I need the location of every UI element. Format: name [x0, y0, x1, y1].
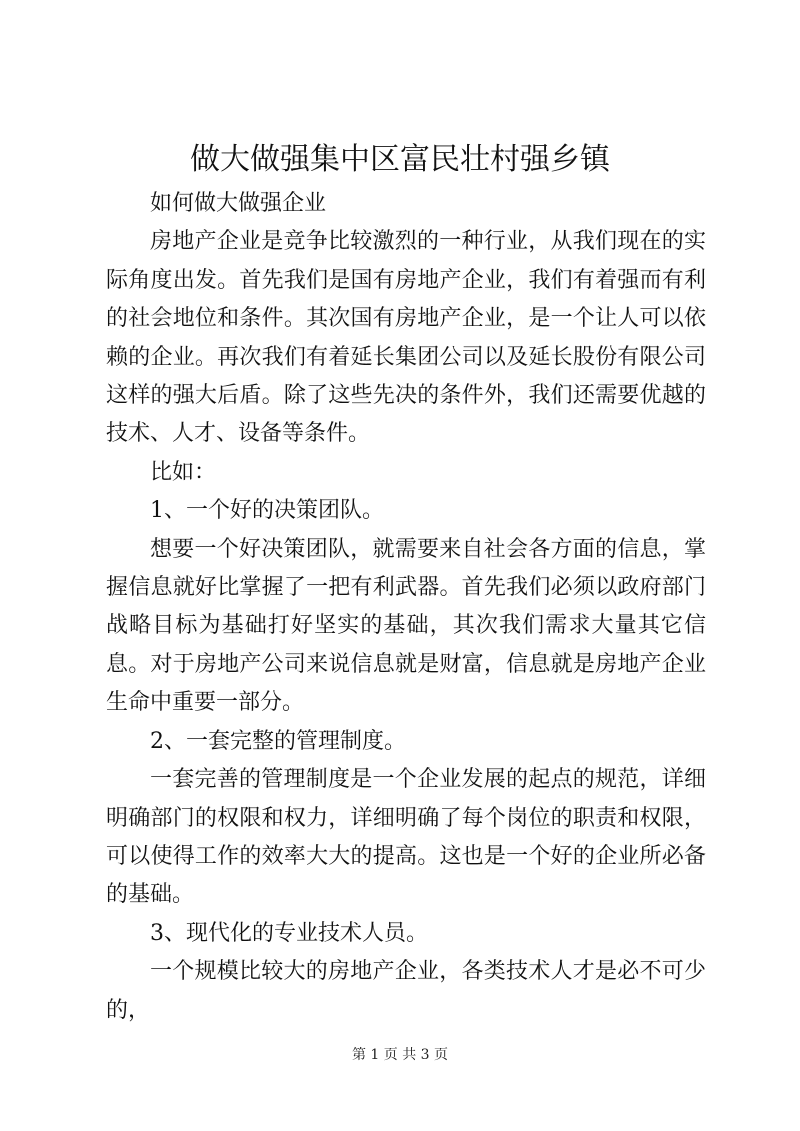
paragraph-technical-staff: 一个规模比较大的房地产企业，各类技术人才是必不可少的， [106, 959, 706, 1023]
paragraph-example-lead: 比如： [150, 459, 217, 485]
page-footer [0, 1045, 800, 1065]
document-body [106, 185, 706, 1030]
paragraph-heading-3: 3、现代化的专业技术人员。 [150, 920, 428, 946]
paragraph-decision-team: 想要一个好决策团队，就需要来自社会各方面的信息，掌握信息就好比掌握了一把有利武器。首先我们必须以政府部门战略目标为基础打好坚实的基础，其次我们需求大量其它信息。对于房地产公司来说信息就是财富，信息就是房地产企业生命中重要一部分。 [106, 536, 706, 716]
page-number: 第 1 页 共 3 页 [351, 1047, 449, 1063]
document-title: 做大做强集中区富民壮村强乡镇 [190, 142, 610, 177]
paragraph-intro: 房地产企业是竞争比较激烈的一种行业，从我们现在的实际角度出发。首先我们是国有房地产企业，我们有着强而有利的社会地位和条件。其次国有房地产企业，是一个让人可以依赖的企业。再次我们有着延长集团公司以及延长股份有限公司这样的强大后盾。除了这些先决的条件外，我们还需要优越的技术、人才、设备等条件。 [106, 229, 706, 447]
paragraph-heading-2: 2、一套完整的管理制度。 [150, 728, 406, 754]
paragraph-management: 一套完善的管理制度是一个企业发展的起点的规范，详细明确部门的权限和权力，详细明确了每个岗位的职责和权限，可以使得工作的效率大大的提高。这也是一个好的企业所必备的基础。 [106, 767, 706, 908]
paragraph-subtitle: 如何做大做强企业 [150, 191, 327, 216]
paragraph-heading-1: 1、一个好的决策团队。 [150, 498, 384, 524]
